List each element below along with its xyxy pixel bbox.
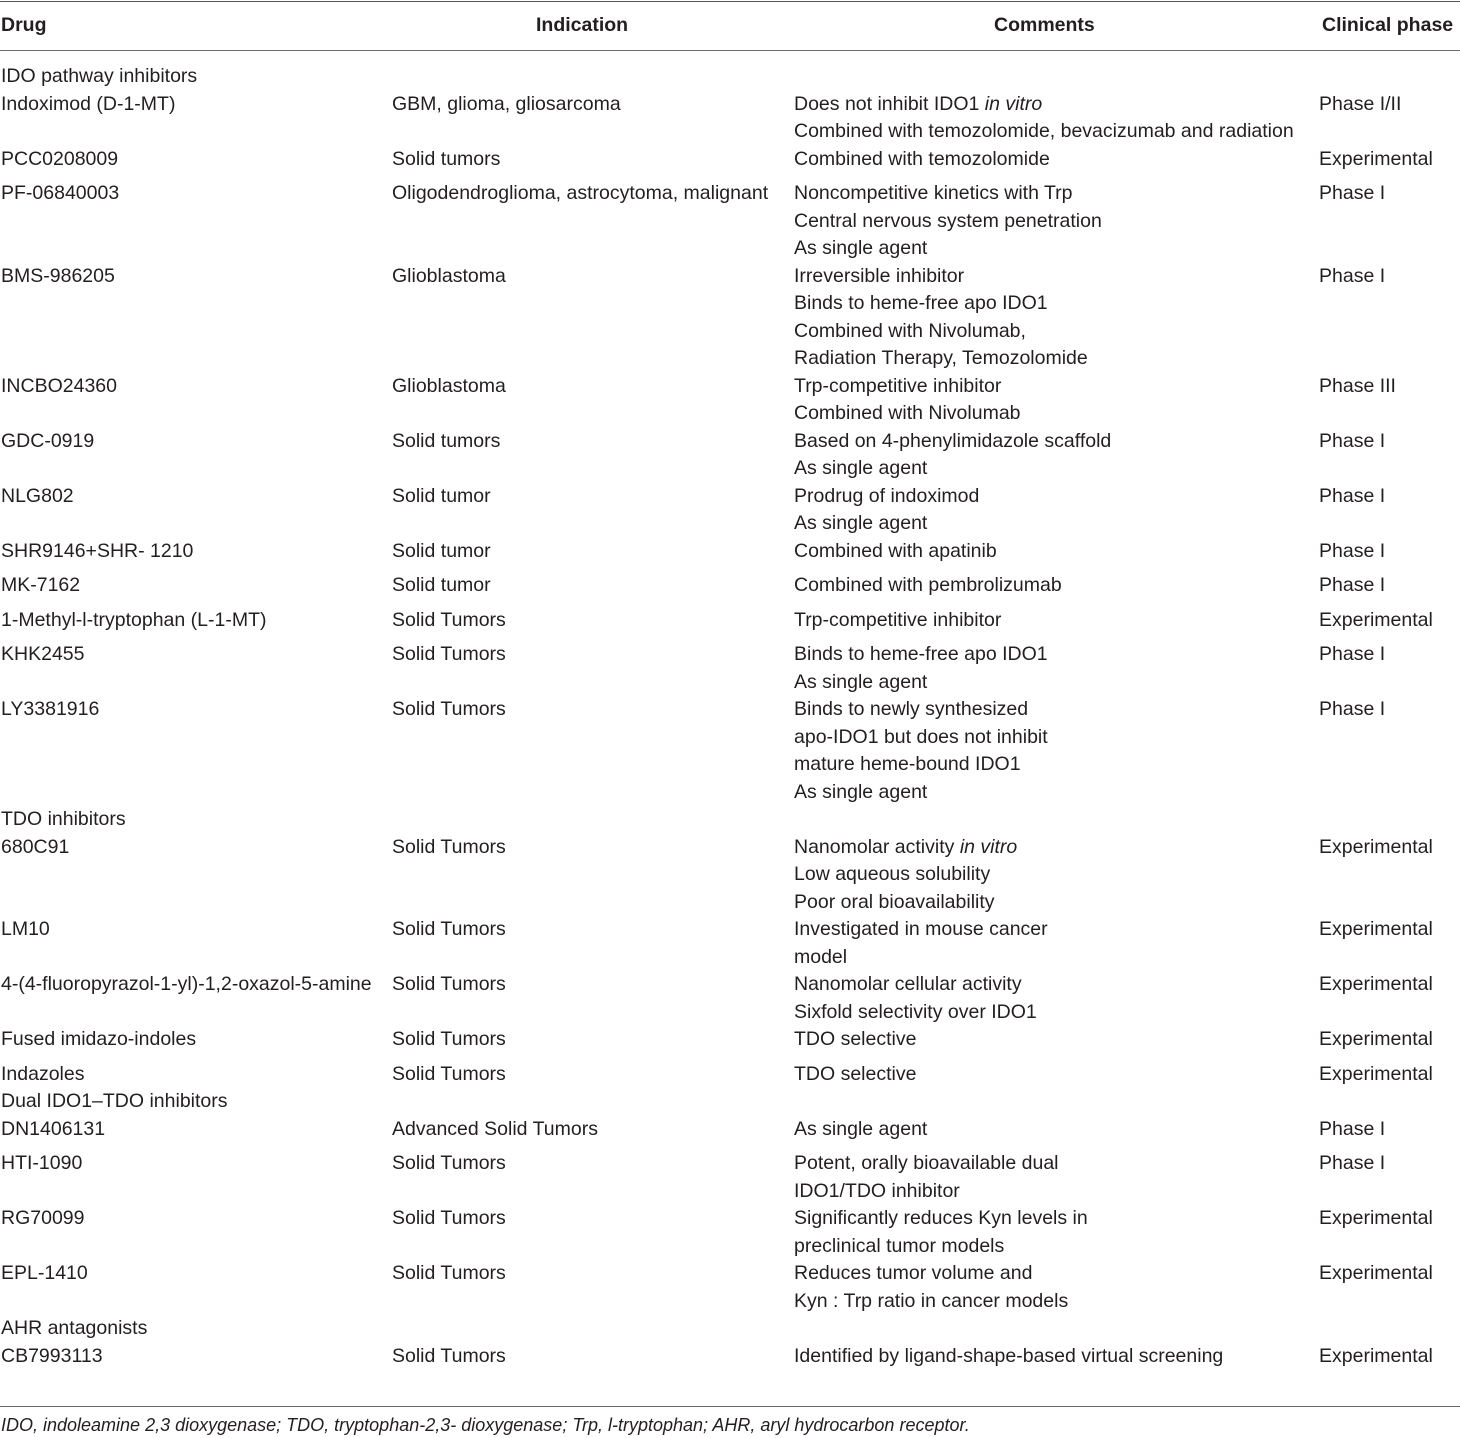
table-row — [0, 180, 1460, 263]
table-row — [0, 483, 1460, 538]
cell-clinical-phase: Experimental — [1319, 1344, 1433, 1367]
comment-line — [794, 235, 1319, 263]
comment-line — [794, 1061, 1319, 1089]
comment-line — [794, 944, 1319, 972]
cell-drug: 4-(4-fluoropyrazol-1-yl)-1,2-oxazol-5-amine — [1, 973, 372, 995]
comment-line — [794, 779, 1319, 807]
cell-indication: Solid Tumors — [392, 643, 506, 665]
table-row — [0, 696, 1460, 806]
cell-drug: KHK2455 — [1, 643, 85, 665]
cell-indication: Solid Tumors — [392, 1028, 506, 1050]
comment-line — [794, 1233, 1319, 1261]
cell-drug: 680C91 — [1, 835, 70, 858]
comment-line — [794, 1116, 1319, 1144]
cell-drug: SHR9146+SHR- 1210 — [1, 539, 194, 562]
cell-clinical-phase: Experimental — [1319, 608, 1433, 631]
cell-indication: Glioblastoma — [392, 374, 506, 397]
cell-drug: GDC-0919 — [1, 429, 95, 452]
comment-line — [794, 345, 1319, 373]
comment-text: Nanomolar cellular activity — [794, 973, 1022, 995]
comment-line — [794, 1026, 1319, 1054]
section-heading: Dual IDO1–TDO inhibitors — [1, 1090, 228, 1112]
comment-line — [794, 118, 1319, 146]
cell-drug: MK-7162 — [1, 574, 81, 596]
cell-drug: CB7993113 — [1, 1344, 103, 1367]
table-row — [0, 1260, 1460, 1315]
table-row — [0, 641, 1460, 696]
cell-indication: Solid Tumors — [392, 1262, 506, 1284]
cell-indication: Solid Tumors — [392, 835, 506, 858]
comment-text: Poor oral bioavailability — [794, 890, 995, 913]
cell-drug: HTI-1090 — [1, 1152, 83, 1174]
cell-comments — [794, 483, 1319, 538]
section-heading: TDO inhibitors — [1, 808, 126, 830]
comment-line — [794, 834, 1319, 862]
comment-italic-text: in vitro — [984, 92, 1043, 115]
comment-line — [794, 1343, 1319, 1371]
table-bottom-rule — [0, 1406, 1460, 1407]
cell-comments — [794, 538, 1319, 573]
table-row — [0, 263, 1460, 373]
comment-line — [794, 724, 1319, 752]
cell-indication: Solid Tumors — [392, 1062, 506, 1085]
cell-indication: GBM, glioma, gliosarcoma — [392, 92, 621, 115]
comment-line — [794, 510, 1319, 538]
cell-comments — [794, 1260, 1319, 1315]
comment-line — [794, 146, 1319, 174]
table-row — [0, 1061, 1460, 1089]
header-bottom-rule — [0, 50, 1460, 51]
table-row — [0, 971, 1460, 1026]
cell-comments — [794, 607, 1319, 642]
comment-text: apo-IDO1 but does not inhibit — [794, 725, 1048, 748]
cell-clinical-phase: Phase I — [1319, 643, 1386, 665]
cell-drug: PCC0208009 — [1, 147, 119, 170]
cell-drug: PF-06840003 — [1, 182, 120, 204]
comment-text: As single agent — [794, 512, 928, 534]
comment-line — [794, 1178, 1319, 1206]
cell-clinical-phase: Experimental — [1319, 1207, 1433, 1229]
cell-indication: Solid Tumors — [392, 608, 506, 631]
comment-line — [794, 400, 1319, 428]
comment-text: Reduces tumor volume and — [794, 1262, 1033, 1284]
cell-comments — [794, 263, 1319, 373]
cell-comments — [794, 641, 1319, 696]
cell-indication: Glioblastoma — [392, 264, 506, 287]
cell-clinical-phase: Phase I — [1319, 1152, 1386, 1174]
comment-text: IDO1/TDO inhibitor — [794, 1179, 960, 1202]
cell-drug: DN1406131 — [1, 1117, 106, 1140]
table-row — [0, 1150, 1460, 1205]
comment-text: Trp-competitive inhibitor — [794, 608, 1002, 631]
cell-clinical-phase: Phase I — [1319, 429, 1386, 452]
comment-line — [794, 263, 1319, 291]
comment-line — [794, 971, 1319, 999]
cell-drug: INCBO24360 — [1, 374, 117, 397]
comment-text: Kyn : Trp ratio in cancer models — [794, 1289, 1069, 1312]
cell-drug: NLG802 — [1, 484, 74, 507]
comment-text: As single agent — [794, 237, 928, 259]
cell-comments — [794, 1150, 1319, 1205]
comment-line — [794, 483, 1319, 511]
comment-line — [794, 696, 1319, 724]
section-heading: IDO pathway inhibitors — [1, 65, 198, 87]
cell-indication: Solid tumor — [392, 484, 491, 507]
comment-text: TDO selective — [794, 1062, 917, 1085]
cell-drug: Fused imidazo-indoles — [1, 1028, 197, 1050]
comment-text: Combined with pembrolizumab — [794, 574, 1062, 596]
comment-text: Sixfold selectivity over IDO1 — [794, 1000, 1037, 1023]
cell-indication: Solid Tumors — [392, 1207, 506, 1229]
table-row — [0, 1026, 1460, 1061]
comment-line — [794, 669, 1319, 697]
comment-line — [794, 641, 1319, 669]
comment-line — [794, 318, 1319, 346]
comment-text: Combined with temozolomide — [794, 147, 1050, 170]
comment-line — [794, 861, 1319, 889]
table-footnote: IDO, indoleamine 2,3 dioxygenase; TDO, tryptophan-2,3- dioxygenase; Trp, l-tryptophan; AHR, aryl hydrocarbon receptor. — [1, 1415, 970, 1435]
cell-comments — [794, 916, 1319, 971]
comment-line — [794, 916, 1319, 944]
cell-indication: Solid Tumors — [392, 918, 506, 940]
cell-comments — [794, 1116, 1319, 1151]
table-row — [0, 538, 1460, 573]
cell-indication: Solid Tumors — [392, 973, 506, 995]
table-row — [0, 572, 1460, 607]
comment-text: Radiation Therapy, Temozolomide — [794, 347, 1088, 369]
comment-text: Central nervous system penetration — [794, 209, 1102, 232]
cell-comments — [794, 1343, 1319, 1371]
comment-text: Nanomolar activity — [794, 835, 960, 858]
header-indication: Indication — [536, 13, 629, 36]
cell-clinical-phase: Phase I — [1319, 698, 1386, 720]
table-row — [0, 428, 1460, 483]
comment-italic-text: in vitro — [959, 835, 1018, 858]
comment-text: Prodrug of indoximod — [794, 484, 980, 507]
comment-line — [794, 538, 1319, 566]
cell-indication: Solid tumor — [392, 539, 491, 562]
table-row — [0, 1116, 1460, 1151]
comment-line — [794, 290, 1319, 318]
comment-line — [794, 180, 1319, 208]
cell-clinical-phase: Experimental — [1319, 147, 1433, 170]
cell-indication: Solid Tumors — [392, 698, 506, 720]
comment-text: Irreversible inhibitor — [794, 264, 965, 287]
comment-text: mature heme-bound IDO1 — [794, 753, 1021, 775]
cell-clinical-phase: Phase I — [1319, 539, 1386, 562]
comment-line — [794, 1288, 1319, 1316]
comment-text: preclinical tumor models — [794, 1234, 1005, 1257]
comment-text: Binds to heme-free apo IDO1 — [794, 643, 1048, 665]
table-row — [0, 834, 1460, 917]
cell-drug: LY3381916 — [1, 698, 100, 720]
cell-clinical-phase: Phase III — [1319, 374, 1396, 397]
comment-text: Based on 4-phenylimidazole scaffold — [794, 429, 1112, 452]
header-clinical-phase: Clinical phase — [1322, 13, 1454, 36]
comment-text: Trp-competitive inhibitor — [794, 374, 1002, 397]
cell-comments — [794, 834, 1319, 917]
cell-clinical-phase: Phase I — [1319, 484, 1386, 507]
table-row — [0, 916, 1460, 971]
comment-text: Low aqueous solubility — [794, 863, 991, 885]
cell-drug: BMS-986205 — [1, 264, 115, 287]
comment-line — [794, 1260, 1319, 1288]
cell-comments — [794, 971, 1319, 1026]
cell-indication: Oligodendroglioma, astrocytoma, malignant — [392, 182, 769, 204]
cell-drug: EPL-1410 — [1, 1262, 88, 1284]
table-row — [0, 91, 1460, 146]
comment-text: Identified by ligand-shape-based virtual screening — [794, 1344, 1224, 1367]
cell-clinical-phase: Phase I — [1319, 1117, 1386, 1140]
cell-clinical-phase: Experimental — [1319, 1262, 1433, 1284]
comment-line — [794, 1150, 1319, 1178]
cell-drug: Indazoles — [1, 1062, 85, 1085]
comment-text: As single agent — [794, 670, 928, 693]
cell-indication: Solid tumor — [392, 574, 491, 596]
cell-drug: RG70099 — [1, 1207, 85, 1229]
cell-indication: Solid tumors — [392, 147, 501, 170]
comment-line — [794, 999, 1319, 1027]
comment-line — [794, 572, 1319, 600]
table-row — [0, 373, 1460, 428]
comment-line — [794, 208, 1319, 236]
cell-comments — [794, 180, 1319, 263]
comment-line — [794, 91, 1319, 119]
cell-drug: 1-Methyl-l-tryptophan (L-1-MT) — [1, 608, 267, 631]
cell-comments — [794, 1061, 1319, 1089]
comment-text: Combined with Nivolumab — [794, 402, 1021, 424]
cell-comments — [794, 91, 1319, 146]
cell-clinical-phase: Phase I — [1319, 264, 1386, 287]
table-row — [0, 607, 1460, 642]
cell-comments — [794, 1026, 1319, 1061]
comment-line — [794, 889, 1319, 917]
comment-line — [794, 1205, 1319, 1233]
cell-clinical-phase: Phase I — [1319, 182, 1386, 204]
comment-text: Does not inhibit IDO1 — [794, 92, 985, 115]
comment-text: As single agent — [794, 457, 928, 479]
comment-text: Binds to newly synthesized — [794, 698, 1029, 720]
cell-indication: Solid Tumors — [392, 1344, 506, 1367]
table-row — [0, 1343, 1460, 1371]
comment-text: As single agent — [794, 1117, 928, 1140]
comment-text: Significantly reduces Kyn levels in — [794, 1207, 1088, 1229]
comment-line — [794, 607, 1319, 635]
cell-clinical-phase: Phase I — [1319, 574, 1386, 596]
comment-text: Combined with Nivolumab, — [794, 319, 1026, 342]
comment-text: Binds to heme-free apo IDO1 — [794, 292, 1048, 314]
section-heading: AHR antagonists — [1, 1317, 148, 1339]
cell-comments — [794, 428, 1319, 483]
cell-clinical-phase: Phase I/II — [1319, 92, 1402, 115]
cell-clinical-phase: Experimental — [1319, 1028, 1433, 1050]
cell-clinical-phase: Experimental — [1319, 973, 1433, 995]
cell-drug: LM10 — [1, 918, 50, 940]
cell-indication: Solid tumors — [392, 429, 501, 452]
cell-indication: Advanced Solid Tumors — [392, 1117, 598, 1140]
table-top-rule — [0, 1, 1460, 2]
comment-text: model — [794, 945, 848, 968]
comment-text: Combined with temozolomide, bevacizumab and radiation — [794, 120, 1294, 142]
cell-comments — [794, 373, 1319, 428]
comment-text: Investigated in mouse cancer — [794, 918, 1048, 940]
comment-text: Noncompetitive kinetics with Trp — [794, 182, 1073, 204]
cell-clinical-phase: Experimental — [1319, 918, 1433, 940]
cell-drug: Indoximod (D-1-MT) — [1, 92, 176, 115]
cell-comments — [794, 572, 1319, 607]
cell-comments — [794, 696, 1319, 806]
cell-clinical-phase: Experimental — [1319, 1062, 1433, 1085]
comment-text: Combined with apatinib — [794, 539, 997, 562]
comment-text: TDO selective — [794, 1028, 917, 1050]
table-body — [0, 63, 1460, 1370]
cell-indication: Solid Tumors — [392, 1152, 506, 1174]
comment-line — [794, 373, 1319, 401]
table-row — [0, 146, 1460, 181]
cell-comments — [794, 1205, 1319, 1260]
comment-text: As single agent — [794, 780, 928, 803]
cell-comments — [794, 146, 1319, 181]
comment-line — [794, 751, 1319, 779]
comment-text: Potent, orally bioavailable dual — [794, 1152, 1059, 1174]
comment-line — [794, 455, 1319, 483]
header-drug: Drug — [1, 13, 47, 36]
header-comments: Comments — [994, 13, 1095, 36]
cell-clinical-phase: Experimental — [1319, 835, 1433, 858]
comment-line — [794, 428, 1319, 456]
table-row — [0, 1205, 1460, 1260]
